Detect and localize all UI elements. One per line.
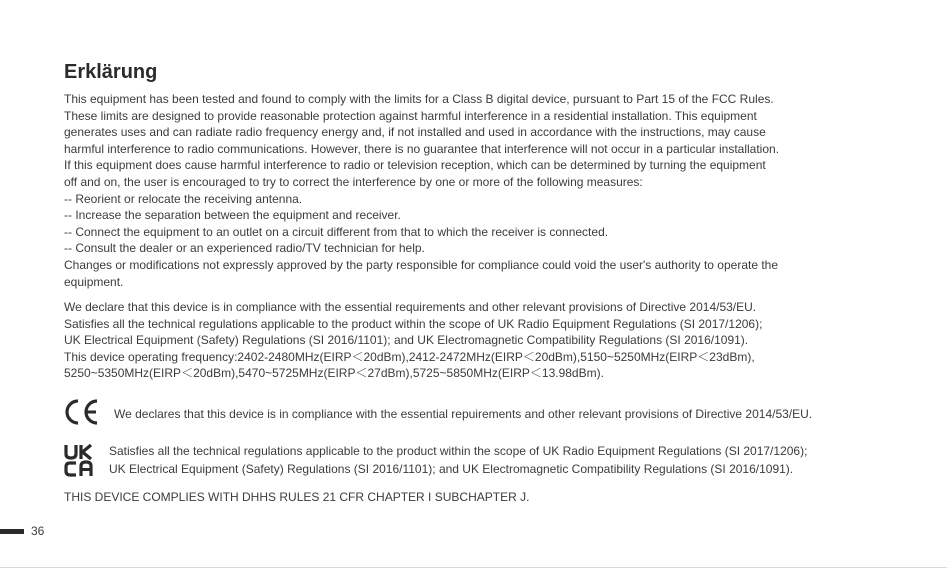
- fcc-line: harmful interference to radio communications. However, there is no guarantee that interference will not occur in a particular installation.: [64, 141, 780, 156]
- ce-text: We declares that this device is in compliance with the essential repuirements and other relevant provisions of Directive 2014/53/EU.: [114, 407, 813, 421]
- fcc-statement: [64, 91, 914, 290]
- fcc-line: If this equipment does cause harmful interference to radio or television reception, which can be determined by turning the equipment: [64, 158, 766, 173]
- fcc-line: This equipment has been tested and found to comply with the limits for a Class B digital device, pursuant to Part 15 of the FCC Rules.: [64, 92, 774, 106]
- fcc-measure-item: -- Reorient or relocate the receiving antenna.: [64, 191, 303, 206]
- ce-mark-icon: [64, 398, 100, 426]
- fcc-line: Changes or modifications not expressly approved by the party responsible for compliance could void the user's authority to operate the: [64, 257, 779, 272]
- page-number: 36: [31, 524, 45, 538]
- ce-declaration: [64, 398, 924, 430]
- fcc-line: equipment.: [64, 274, 124, 289]
- frequency-line: This device operating frequency:2402-2480MHz(EIRP＜20dBm),2412-2472MHz(EIRP＜20dBm),5150~5250MHz(EIRP＜23dBm),: [64, 349, 755, 364]
- eu-uk-declaration: [64, 299, 914, 382]
- fcc-measure-item: -- Connect the equipment to an outlet on a circuit different from that to which the receiver is connected.: [64, 224, 609, 239]
- declaration-line: UK Electrical Equipment (Safety) Regulations (SI 2016/1101); and UK Electromagnetic Compatibility Regulations (SI 2016/1091).: [64, 333, 749, 348]
- declaration-line: Satisfies all the technical regulations applicable to the product within the scope of UK Radio Equipment Regulations (SI 2017/1206);: [64, 316, 763, 331]
- frequency-line: 5250~5350MHz(EIRP＜20dBm),5470~5725MHz(EIRP＜27dBm),5725~5850MHz(EIRP＜13.98dBm).: [64, 366, 604, 381]
- fcc-measure-item: -- Consult the dealer or an experienced radio/TV technician for help.: [64, 241, 425, 256]
- fcc-measure-item: -- Increase the separation between the equipment and receiver.: [64, 208, 401, 223]
- fcc-line: These limits are designed to provide reasonable protection against harmful interference in a residential installation. This equipment: [64, 108, 757, 123]
- fcc-line: off and on, the user is encouraged to try to correct the interference by one or more of the following measures:: [64, 174, 643, 189]
- page-number-bar: [0, 529, 24, 534]
- bottom-divider: [0, 567, 947, 568]
- ukca-text: [109, 442, 807, 478]
- ukca-declaration: [64, 441, 924, 477]
- page-title: Erklärung: [64, 61, 158, 83]
- ukca-line: Satisfies all the technical regulations applicable to the product within the scope of UK Radio Equipment Regulations (SI 2017/1206);: [109, 444, 808, 458]
- declaration-line: We declare that this device is in compliance with the essential requirements and other relevant provisions of Directive 2014/53/EU.: [64, 300, 757, 314]
- fcc-line: generates uses and can radiate radio frequency energy and, if not installed and used in accordance with the instructions, may cause: [64, 125, 766, 140]
- dhhs-statement: THIS DEVICE COMPLIES WITH DHHS RULES 21 CFR CHAPTER I SUBCHAPTER J.: [64, 490, 530, 504]
- ukca-line: UK Electrical Equipment (Safety) Regulations (SI 2016/1101); and UK Electromagnetic Compatibility Regulations (SI 2016/1091).: [109, 462, 794, 476]
- ukca-mark-icon: [64, 443, 100, 477]
